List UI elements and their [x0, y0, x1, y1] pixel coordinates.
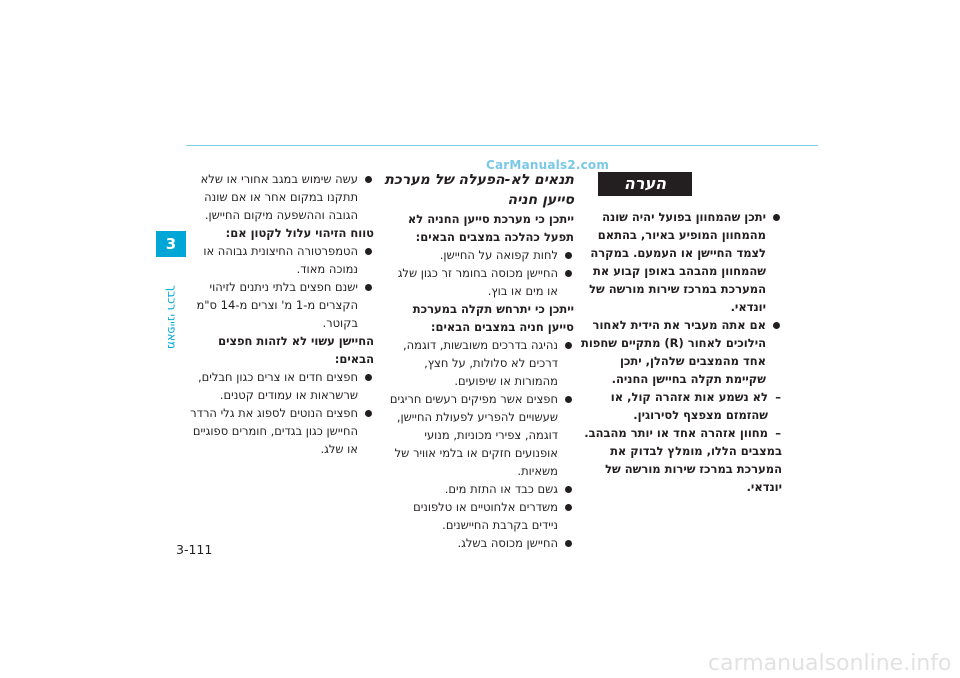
section-heading: החיישן עשוי לא לזהות חפצים הבאים:: [218, 334, 374, 366]
chapter-title: מאפייני רכבך: [165, 284, 179, 350]
site-watermark-bottom: carmanualsonline.info: [708, 651, 952, 676]
section-heading: טווח הזיהוי עלול לקטון אם:: [225, 226, 374, 240]
chapter-number: 3: [165, 235, 177, 253]
list-item: חפצים הנוטים לספוג את גלי הרדר החיישן כגון בגדים, חומרים ספוגיים או שלג.: [190, 404, 374, 458]
list-item: עשה שימוש במגב אחורי או שלא תתקנו במקום אחר או אם שונה הגובה וההשפעה מיקום החיישן.: [190, 170, 374, 224]
note-dash: – לא נשמע אות אזהרה קול, או שהזמזם מצפצף לסירוגין.: [580, 388, 782, 424]
note-closing: במצבים הללו, מומלץ לבדוק את המערכת במרכז שירות מורשה של יונדאי.: [605, 444, 782, 494]
list-item: ישנם חפצים בלתי ניתנים לזיהוי הקצרים מ-1 מ' וצרים מ-14 ס"מ בקוטר.: [190, 278, 374, 332]
section-title: תנאים לא-הפעלה של מערכת סייען חניה: [384, 172, 574, 208]
list-item: לחות קפואה על החיישן.: [384, 246, 574, 264]
list-item: החיישן מכוסה בשלג.: [384, 534, 574, 552]
note-dash: – מחוון אזהרה אחד או יותר מהבהב.: [580, 424, 782, 442]
section-heading: ייתכן כי יתרחש תקלה במערכת סייען חניה במצבים הבאים:: [412, 302, 574, 334]
chapter-side-label: [164, 268, 180, 368]
header-rule: [186, 145, 818, 146]
non-operating-column: [384, 170, 574, 552]
section-heading: ייתכן כי מערכת סייען החניה לא תפעל כהלכה במצבים הבאים:: [407, 212, 574, 244]
page-number: 3-111: [176, 542, 213, 557]
site-watermark-top: CarManuals2.com: [486, 158, 610, 172]
list-item: הטמפרטורה החיצונית גבוהה או נמוכה מאוד.: [190, 242, 374, 278]
list-item: החיישן מכוסה בחומר זר כגון שלג או מים או בוץ.: [384, 264, 574, 300]
note-bullet: יתכן שהמחוון בפועל יהיה שונה מהמחוון המופיע באיור, בהתאם לצמד החיישן או העמעם. במקרה שהמחוון מהבהב באופן קבוע את המערכת במרכז שירות מורשה של יונדאי.: [580, 208, 782, 316]
list-item: נהיגה בדרכים משובשות, דוגמה, דרכים לא סלולות, על חצץ, מהמורות או שיפועים.: [384, 336, 574, 390]
note-bullet: אם אתה מעביר את הידית לאחור הילוכים לאחור (R) מתקיים שחפות אחד מהמצבים שלהלן, יתכן שקיימת תקלה בחיישן החניה.: [580, 316, 782, 388]
list-item: חפצים אשר מפיקים רעשים חריגים שעשויים להפריע לפעולת החיישן, דוגמה, צפירי מכוניות, מנועי אופנועים חזקים או בלמי אוויר של משאיות.: [384, 390, 574, 480]
note-banner: הערה: [598, 172, 692, 196]
list-item: חפצים חדים או צרים כגון חבלים, שרשראות או עמודים קטנים.: [190, 368, 374, 404]
chapter-tab: [156, 231, 186, 257]
list-item: גשם כבד או התזת מים.: [384, 480, 574, 498]
detection-range-column: [190, 170, 374, 458]
list-item: משדרים אלחוטיים או טלפונים ניידים בקרבת החיישנים.: [384, 498, 574, 534]
note-column: [580, 172, 782, 496]
